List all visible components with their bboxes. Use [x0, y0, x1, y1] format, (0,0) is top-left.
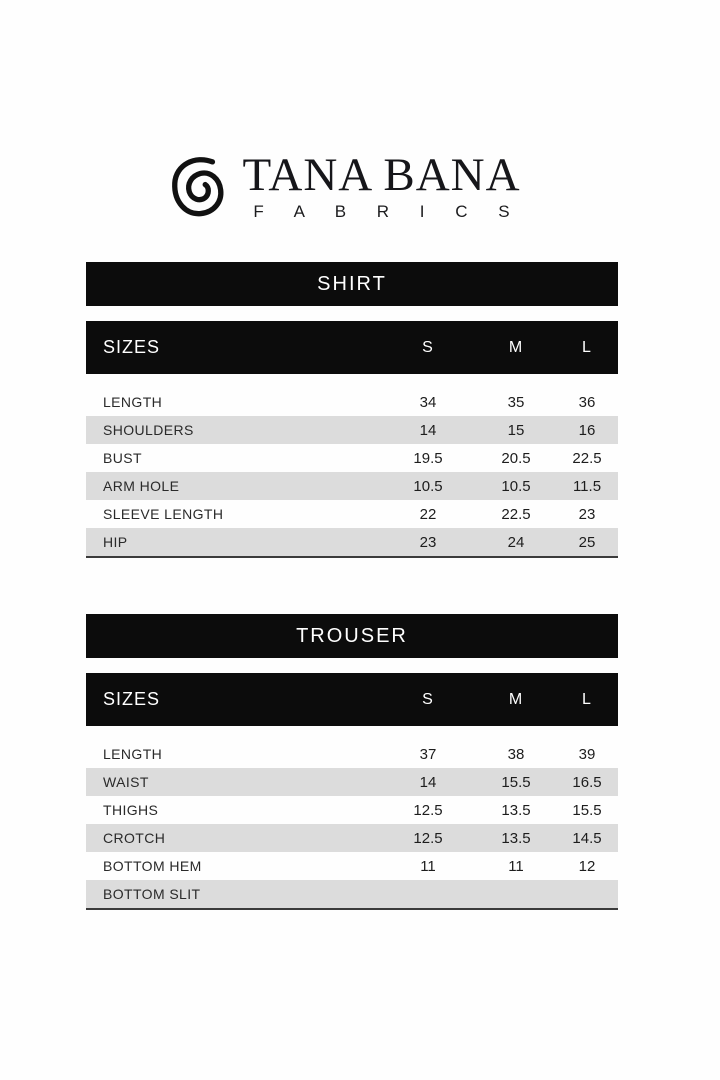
- cell-value-l: 15.5: [572, 801, 602, 819]
- table-row: [86, 416, 618, 444]
- trouser-section-title: TROUSER: [86, 614, 618, 658]
- row-label: BOTTOM SLIT: [103, 886, 201, 902]
- cell-value-l: 14.5: [572, 829, 602, 847]
- cell-value-m: 10.5: [501, 477, 531, 495]
- table-row: [86, 500, 618, 528]
- table-row: [86, 388, 618, 416]
- shirt-size-table: [86, 262, 618, 558]
- row-label: WAIST: [103, 774, 149, 790]
- table-row: [86, 444, 618, 472]
- cell-value-m: 11: [508, 857, 524, 875]
- row-label: SHOULDERS: [103, 422, 194, 438]
- size-column-s: S: [422, 690, 434, 708]
- table-row: [86, 796, 618, 824]
- cell-value-l: 11.5: [572, 477, 602, 495]
- sizes-header-label: SIZES: [103, 337, 161, 357]
- shirt-section-title: SHIRT: [86, 262, 618, 306]
- row-label: ARM HOLE: [103, 478, 180, 494]
- cell-value-s: 34: [419, 393, 437, 411]
- cell-value-s: 12.5: [413, 829, 443, 847]
- cell-value-s: 23: [419, 533, 437, 551]
- shirt-table-header: [86, 321, 618, 374]
- cell-value-m: 24: [507, 533, 525, 551]
- trouser-table-header: [86, 673, 618, 726]
- trouser-table-rows: [86, 740, 618, 910]
- spiral-icon: [169, 156, 225, 218]
- table-row: [86, 528, 618, 556]
- cell-value-s: 12.5: [413, 801, 443, 819]
- row-label: LENGTH: [103, 746, 163, 762]
- trouser-size-table: [86, 614, 618, 910]
- table-row: [86, 472, 618, 500]
- row-label: LENGTH: [103, 394, 163, 410]
- row-label: SLEEVE LENGTH: [103, 506, 224, 522]
- cell-value-m: 13.5: [501, 801, 531, 819]
- row-label: BUST: [103, 450, 142, 466]
- cell-value-l: 39: [578, 745, 596, 763]
- cell-value-s: 14: [419, 421, 437, 439]
- row-label: CROTCH: [103, 830, 166, 846]
- cell-value-m: 38: [507, 745, 525, 763]
- cell-value-m: 15: [507, 421, 525, 439]
- table-row: [86, 852, 618, 880]
- cell-value-m: 15.5: [501, 773, 531, 791]
- cell-value-l: 12: [578, 857, 596, 875]
- cell-value-l: 23: [578, 505, 596, 523]
- table-row: [86, 768, 618, 796]
- cell-value-m: 20.5: [501, 449, 531, 467]
- size-tables: [86, 262, 618, 910]
- cell-value-s: 10.5: [413, 477, 443, 495]
- table-row: [86, 824, 618, 852]
- size-column-s: S: [422, 338, 434, 356]
- shirt-table-rows: [86, 388, 618, 558]
- size-column-l: L: [582, 338, 592, 356]
- cell-value-s: 37: [419, 745, 437, 763]
- cell-value-s: 22: [419, 505, 437, 523]
- brand-logo: [0, 149, 706, 222]
- row-label: BOTTOM HEM: [103, 858, 202, 874]
- size-column-l: L: [582, 690, 592, 708]
- brand-tagline: F A B R I C S: [253, 202, 523, 221]
- cell-value-m: 13.5: [501, 829, 531, 847]
- cell-value-m: 35: [507, 393, 525, 411]
- cell-value-l: 16: [578, 421, 596, 439]
- row-label: THIGHS: [103, 802, 159, 818]
- brand-name: TANA BANA: [242, 149, 521, 201]
- cell-value-s: 14: [419, 773, 437, 791]
- size-column-m: M: [508, 690, 524, 708]
- table-row: [86, 880, 618, 908]
- brand-text-block: [240, 149, 523, 222]
- cell-value-s: 19.5: [413, 449, 443, 467]
- size-column-m: M: [508, 338, 524, 356]
- sizes-header-label: SIZES: [103, 689, 161, 709]
- cell-value-m: 22.5: [501, 505, 531, 523]
- cell-value-l: 25: [578, 533, 596, 551]
- cell-value-l: 16.5: [572, 773, 602, 791]
- row-label: HIP: [103, 534, 128, 550]
- cell-value-l: 22.5: [572, 449, 602, 467]
- table-row: [86, 740, 618, 768]
- cell-value-l: 36: [578, 393, 596, 411]
- cell-value-s: 11: [420, 857, 436, 875]
